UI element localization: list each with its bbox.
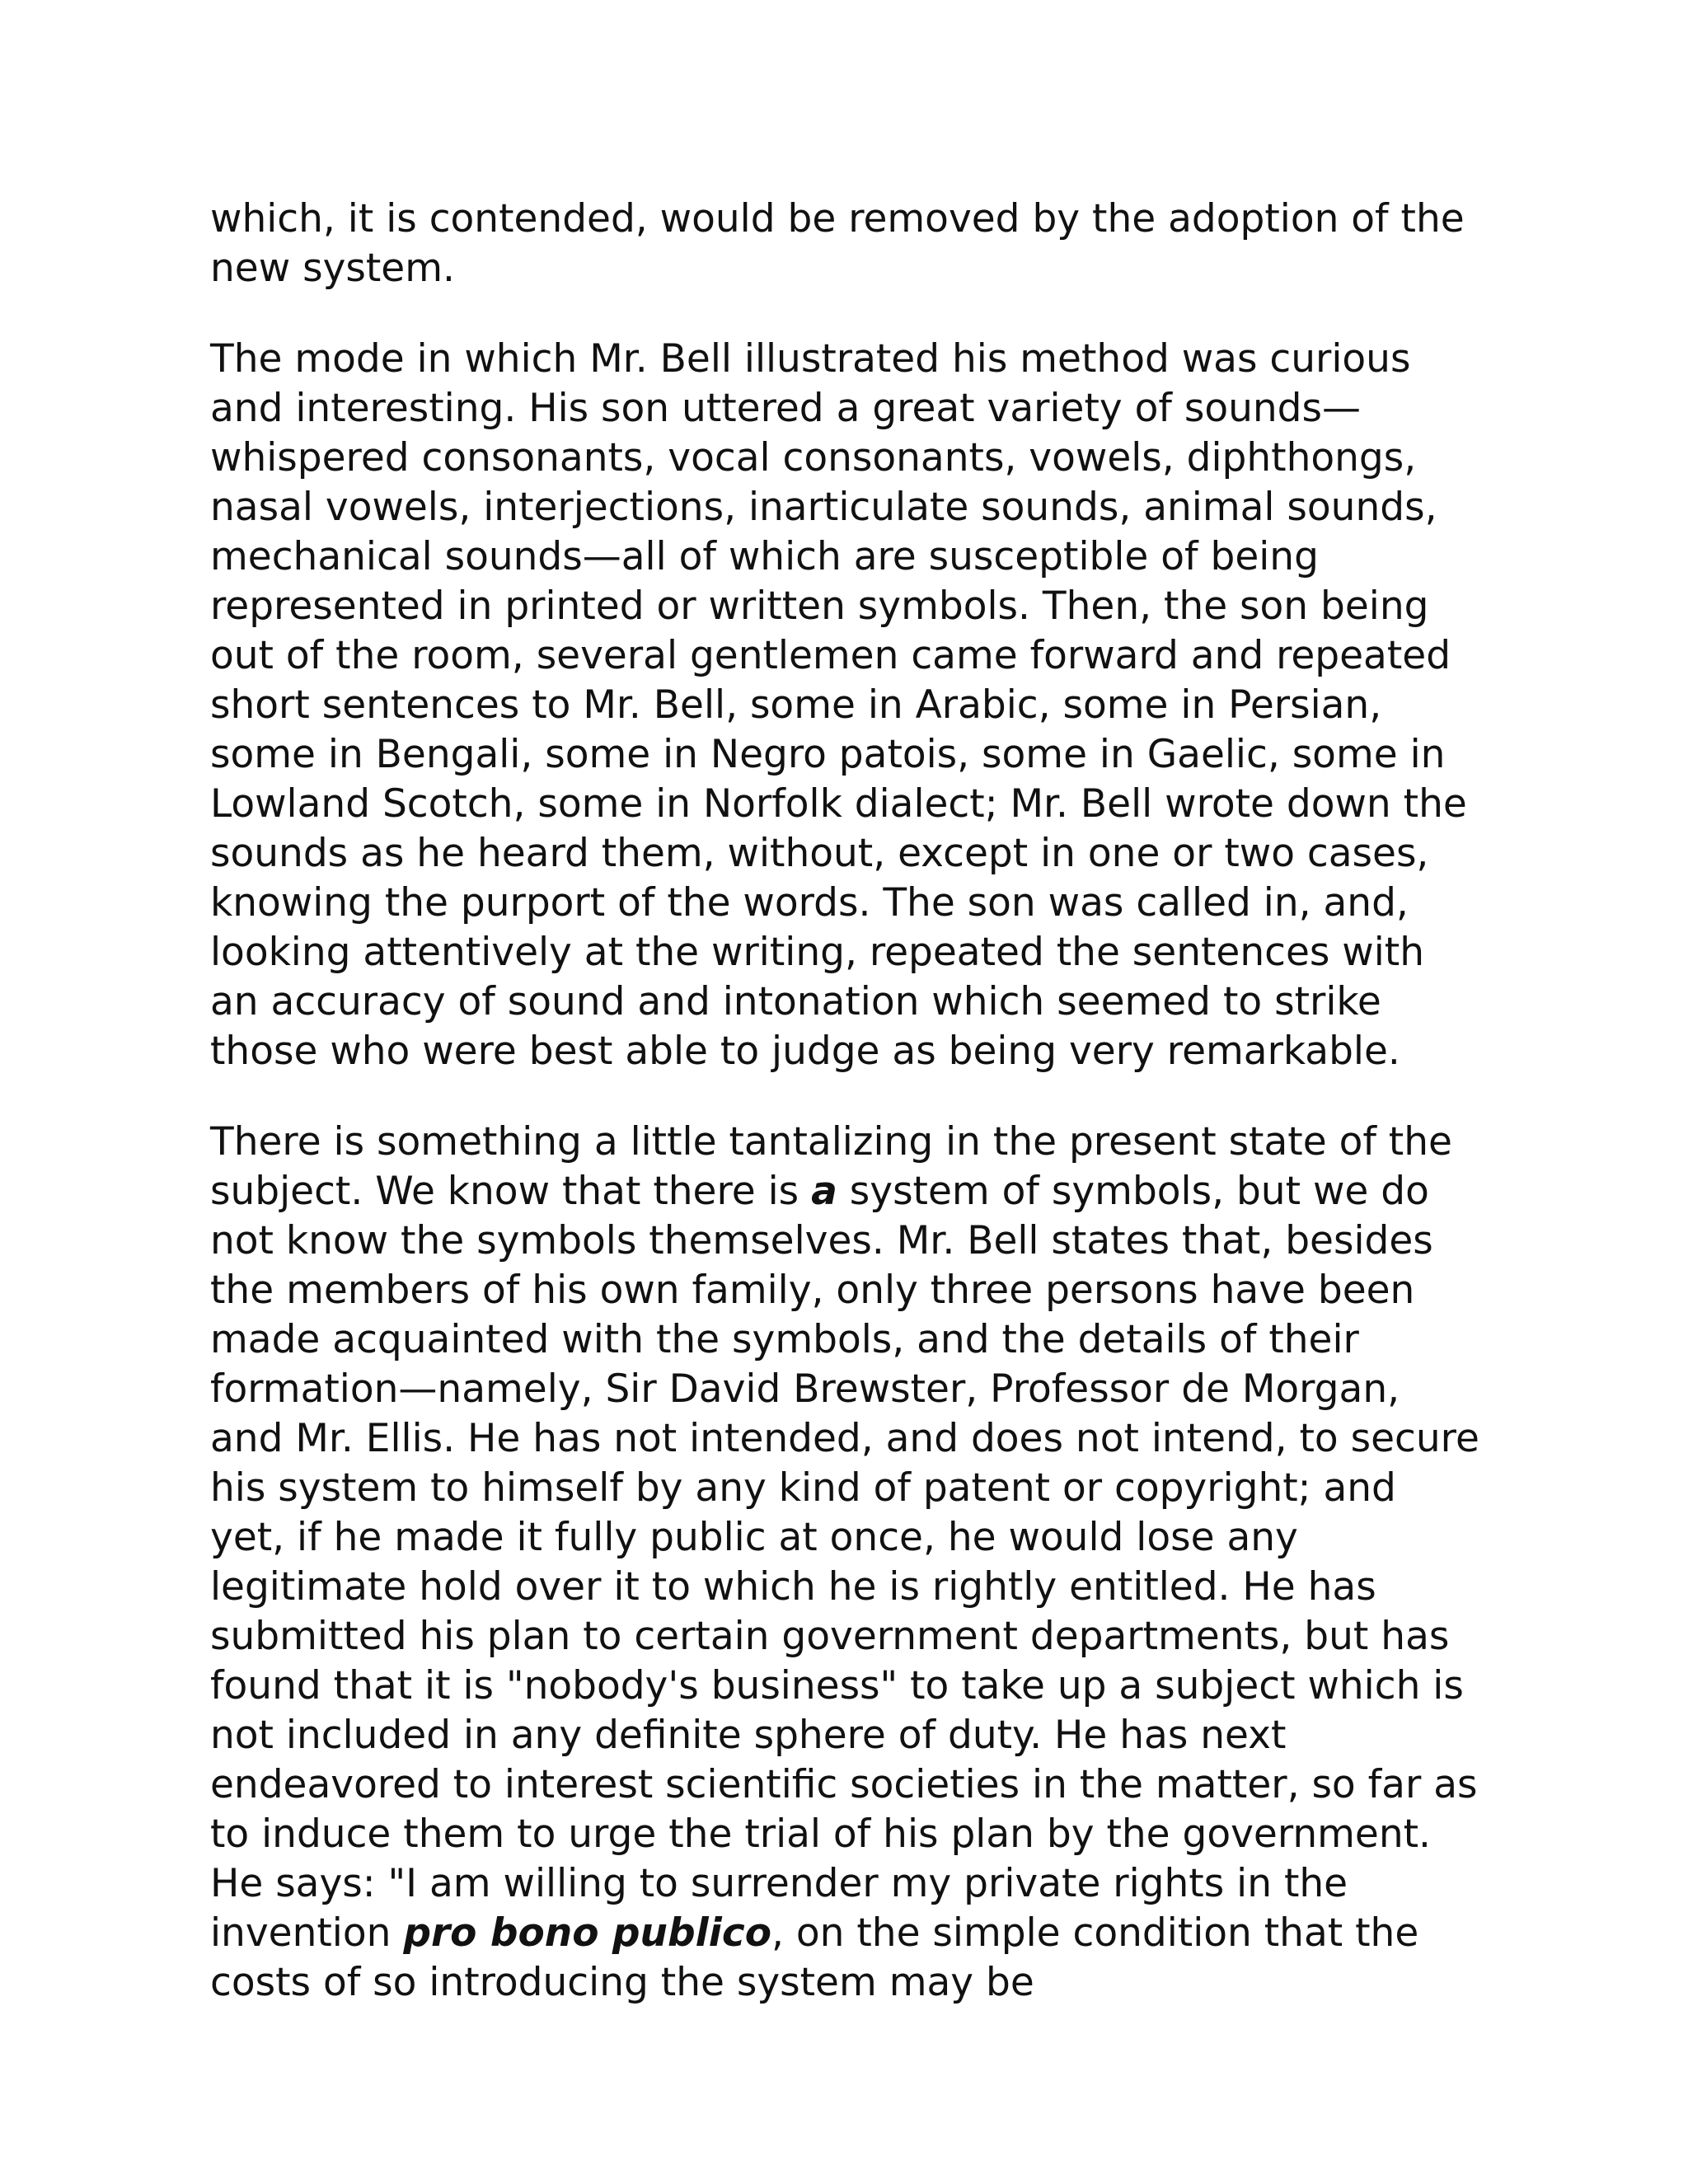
emphasized-word: a	[811, 1169, 837, 1214]
paragraph-text: There is something a little tantalizing in the present state of the subject. We know that there is	[210, 1119, 1452, 1214]
paragraph-text: The mode in which Mr. Bell illustrated his method was curious and interesting. His son uttered a great variety of sounds—whispered consonants, vocal consonants, vowels, diphthongs, nasal vowels, interjections, inarticulate sounds, animal sounds, mechanical sounds—all of which are susceptible of being represented in printed or written symbols. Then, the son being out of the room, several gentlemen came forward and repeated short sentences to Mr. Bell, some in Arabic, some in Persian, some in Bengali, some in Negro patois, some in Gaelic, some in Lowland Scotch, some in Norfolk dialect; Mr. Bell wrote down the sounds as he heard them, without, except in one or two cases, knowing the purport of the words. The son was called in, and, looking attentively at the writing, repeated the sentences with an accuracy of sound and intonation which seemed to strike those who were best able to judge as being very remarkable.	[210, 336, 1467, 1074]
paragraph-text: system of symbols, but we do not know the symbols themselves. Mr. Bell states that, besides the members of his own family, only three persons have been made acquainted with the symbols, and the details of their formation—namely, Sir David Brewster, Professor de Morgan, and Mr. Ellis. He has not intended, and does not intend, to secure his system to himself by any kind of patent or copyright; and yet, if he made it fully public at once, he would lose any legitimate hold over it to which he is rightly entitled. He has submitted his plan to certain government departments, but has found that it is "nobody's business" to take up a subject which is not included in any definite sphere of duty. He has next endeavored to interest scientific societies in the matter, so far as to induce them to urge the trial of his plan by the government. He says: "I am willing to surrender my private rights in the invention	[210, 1169, 1479, 1956]
document-body	[210, 194, 1479, 2049]
paragraph-2	[210, 335, 1479, 1076]
paragraph-text: which, it is contended, would be removed by the adoption of the new system.	[210, 196, 1465, 291]
paragraph-3	[210, 1118, 1479, 2008]
paragraph-1	[210, 194, 1479, 293]
emphasized-phrase: pro bono publico	[403, 1910, 771, 1956]
paragraph-text: , on the simple condition that the costs of so introducing the system may be	[210, 1910, 1419, 2005]
